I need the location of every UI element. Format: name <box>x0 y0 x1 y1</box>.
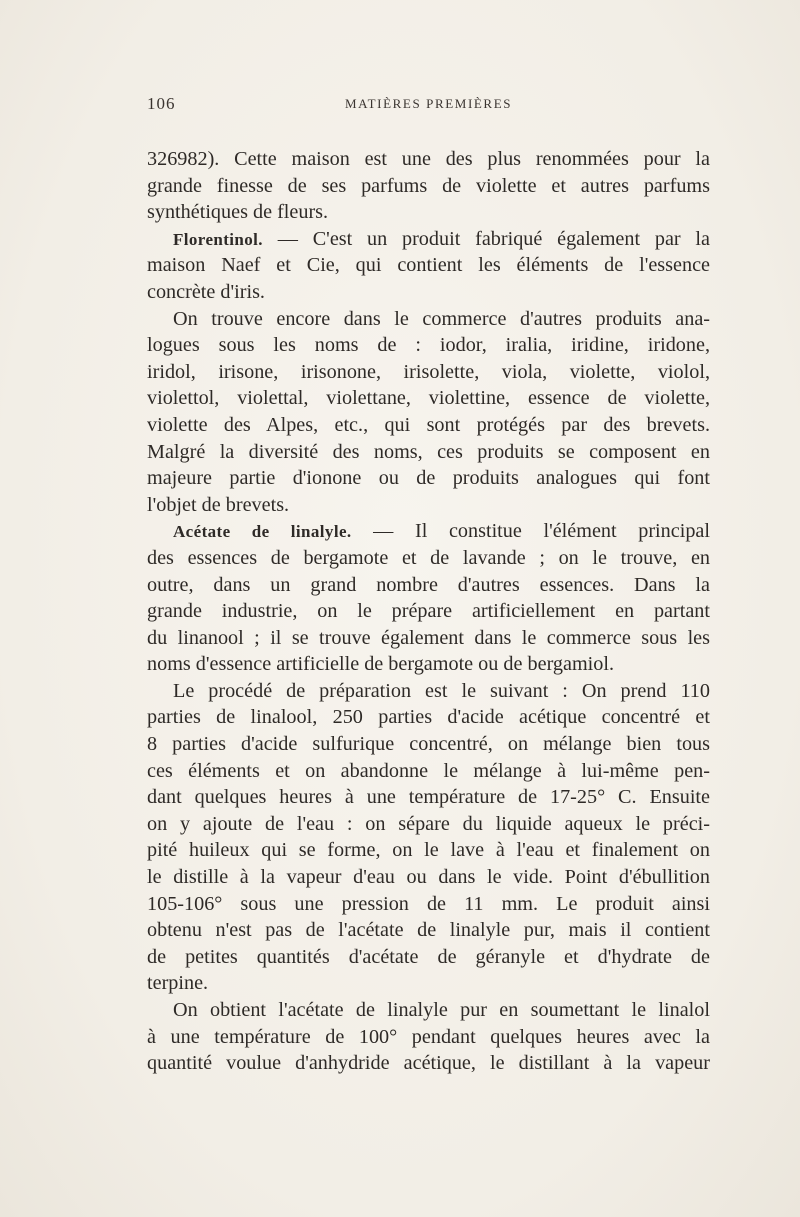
line-text: violette des Alpes, etc., qui sont protégés par des brevets. <box>147 413 710 436</box>
text-line <box>147 1024 710 1051</box>
line-text: le distille à la vapeur d'eau ou dans le vide. Point d'ébullition <box>147 866 710 889</box>
line-text: terpine. <box>147 972 209 995</box>
line-text: du linanool ; il se trouve également dans le commerce sous les <box>147 626 710 649</box>
line-text: logues sous les noms de : iodor, iralia, iridine, iridone, <box>147 334 710 357</box>
line-text: dant quelques heures à une température de 17-25° C. Ensuite <box>147 786 710 809</box>
body-text <box>147 146 710 1077</box>
text-line <box>147 1050 710 1077</box>
text-line <box>147 731 710 758</box>
line-text: On trouve encore dans le commerce d'autres produits ana- <box>173 307 710 330</box>
text-line <box>147 572 710 599</box>
text-line <box>147 465 710 492</box>
line-text: grande finesse de ses parfums de violette et autres parfums <box>147 174 710 197</box>
line-text: quantité voulue d'anhydride acétique, le distillant à la vapeur <box>147 1052 710 1075</box>
text-line <box>147 252 710 279</box>
text-line <box>147 944 710 971</box>
line-text: parties de linalool, 250 parties d'acide acétique concentré et <box>147 706 710 729</box>
entry-term: Acétate de linalyle. <box>173 522 352 542</box>
running-title: MATIÈRES PREMIÈRES <box>344 96 513 111</box>
line-text: ces éléments et on abandonne le mélange à lui-même pen- <box>147 759 710 782</box>
text-line <box>147 146 710 173</box>
text-line <box>147 279 710 306</box>
text-line <box>147 412 710 439</box>
text-line <box>147 359 710 386</box>
text-line <box>147 173 710 200</box>
text-line <box>147 439 710 466</box>
line-text: violettol, violettal, violettane, violettine, essence de violette, <box>147 387 710 410</box>
text-line <box>147 598 710 625</box>
line-text: iridol, irisone, irisonone, irisolette, viola, violette, violol, <box>147 360 710 383</box>
line-text: noms d'essence artificielle de bergamote ou de bergamiol. <box>147 653 615 676</box>
text-line <box>147 226 710 253</box>
line-text: 326982). Cette maison est une des plus renommées pour la <box>147 148 710 170</box>
text-line <box>147 864 710 891</box>
running-head <box>147 94 710 116</box>
line-text: On obtient l'acétate de linalyle pur en soumettant le linalol <box>173 999 710 1021</box>
page-number: 106 <box>147 94 176 113</box>
text-line <box>147 970 710 997</box>
text-line <box>147 704 710 731</box>
text-line <box>147 385 710 412</box>
entry-term: Florentinol. <box>173 229 263 249</box>
line-text: synthétiques de fleurs. <box>147 201 329 224</box>
line-text: — C'est un produit fabriqué également par la <box>262 227 710 250</box>
text-line <box>147 811 710 838</box>
text-line <box>147 306 710 333</box>
line-text: outre, dans un grand nombre d'autres essences. Dans la <box>147 573 710 596</box>
text-line <box>147 758 710 785</box>
line-text: 8 parties d'acide sulfurique concentré, on mélange bien tous <box>147 733 710 756</box>
text-line <box>147 518 710 545</box>
line-text: l'objet de brevets. <box>147 493 290 516</box>
text-line <box>147 332 710 359</box>
text-line <box>147 917 710 944</box>
line-text: des essences de bergamote et de lavande ; on le trouve, en <box>147 546 710 569</box>
text-line <box>147 492 710 519</box>
line-text: on y ajoute de l'eau : on sépare du liquide aqueux le préci- <box>147 812 710 835</box>
text-line <box>147 837 710 864</box>
text-line <box>147 545 710 572</box>
text-line <box>147 678 710 705</box>
line-text: grande industrie, on le prépare artificiellement en partant <box>147 600 710 623</box>
line-text: 105-106° sous une pression de 11 mm. Le produit ainsi <box>147 892 710 915</box>
text-line <box>147 784 710 811</box>
text-line <box>147 199 710 226</box>
line-text: concrète d'iris. <box>147 280 265 303</box>
line-text: — Il constitue l'élément principal <box>351 520 710 543</box>
line-text: obtenu n'est pas de l'acétate de linalyle pur, mais il contient <box>147 919 710 942</box>
line-text: pité huileux qui se forme, on le lave à l'eau et finalement on <box>147 839 710 862</box>
line-text: à une température de 100° pendant quelques heures avec la <box>147 1025 710 1048</box>
line-text: Le procédé de préparation est le suivant : On prend 110 <box>173 679 710 702</box>
line-text: de petites quantités d'acétate de géranyle et d'hydrate de <box>147 945 710 968</box>
text-line <box>147 625 710 652</box>
text-line <box>147 997 710 1024</box>
line-text: Malgré la diversité des noms, ces produits se composent en <box>147 440 710 463</box>
line-text: majeure partie d'ionone ou de produits analogues qui font <box>147 467 710 490</box>
text-line <box>147 891 710 918</box>
line-text: maison Naef et Cie, qui contient les éléments de l'essence <box>147 254 710 277</box>
text-line <box>147 651 710 678</box>
